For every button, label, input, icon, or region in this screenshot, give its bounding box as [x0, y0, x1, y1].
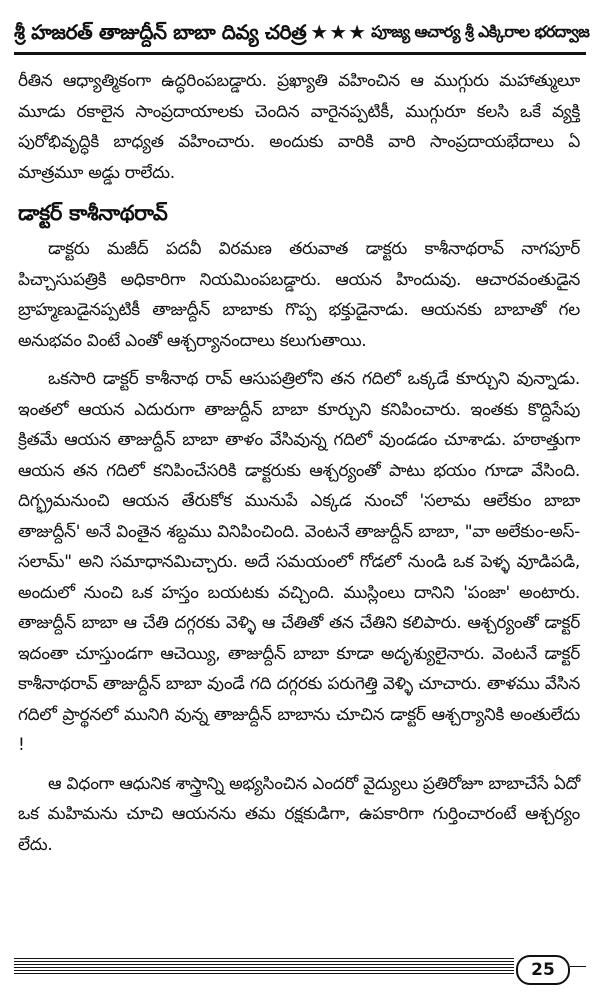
paragraph-2: ఒకసారి డాక్టర్ కాశీనాథ రావ్ ఆసుపత్రిలోని తన గదిలో ఒక్కడే కూర్చుని వున్నాడు. ఇంతలో ఆయన ఎదురుగా తాజుద్దీన్ బాబా కూర్చుని కనిపించారు. ఇంతకు కొద్దిసేపు క్రితమే ఆయన తాజుద్దీన్ బాబా తాళం వేసివున్న గదిలో వుండడం చూశాడు. హఠాత్తుగా ఆయన తన గదిలో కనిపించేసరికి డాక్టరుకు ఆశ్చర్యంతో పాటు భయం గూడా వేసింది. దిగ్భ్రమనుంచి ఆయన తేరుకోక మునుపే ఎక్కడ నుంచో 'సలామ ఆలేకుం బాబా తాజుద్దీన్' అనే వింతైన శబ్దము వినిపించింది. వెంటనే తాజుద్దీన్ బాబా, "వా అలేకుం-అస్-సలామ్" అని సమాధానమిచ్చారు. అదే సమయంలో గోడలో నుండి ఒక పెళ్ళ వూడిపడి, అందులో నుంచి ఒక హస్తం బయటకు వచ్చింది. ముస్లింలు దానిని 'పంజా' అంటారు. తాజుద్దీన్ బాబా ఆ చేతి దగ్గరకు వెళ్ళి ఆ చేతితో తన చేతిని కలిపారు. ఆశ్చర్యంతో డాక్టర్ ఇదంతా చూస్తుండగా ఆచెయ్యి, తాజుద్దీన్ బాబా కూడా అదృశ్యులైనారు. వెంటనే డాక్టర్ కాశీనాథరావ్ తాజుద్దీన్ బాబా వుండే గది దగ్గరకు పరుగెత్తి వెళ్ళి చూచారు. తాళము వేసిన గదిలో ప్రార్థనలో మునిగి వున్న తాజుద్దీన్ బాబాను చూచిన డాక్టర్ ఆశ్చర్యానికి అంతులేదు ! [18, 369, 580, 755]
star-ornament: ★★★ [310, 20, 368, 44]
running-header [14, 10, 590, 54]
page-number: 25 [516, 955, 570, 985]
page-body [18, 66, 580, 860]
footer-rules [14, 958, 514, 980]
book-title: శ్రీ హజరత్ తాజుద్దీన్ బాబా దివ్య చరిత్ర [14, 20, 307, 44]
paragraph-1: డాక్టరు మజీద్ పదవీ విరమణ తరువాత డాక్టరు కాశీనాథరావ్ నాగపూర్ పిచ్చాసుపత్రికి అధికారిగా నియమింపబడ్డారు. ఆయన హిందువు. ఆచారవంతుడైన బ్రాహ్మణుడైనప్పటికీ తాజుద్దీన్ బాబాకు గొప్ప భక్తుడైనాడు. ఆయనకు బాబాతో గల అనుభవం వింటే ఎంతో ఆశ్చర్యానందాలు కలుగుతాయి. [18, 239, 580, 351]
footer-rule-tail [570, 966, 586, 967]
paragraph-3: ఆ విధంగా ఆధునిక శాస్త్రాన్ని అభ్యసించిన ఎందరో వైద్యులు ప్రతిరోజూ బాబాచేసే ఏదో ఒక మహిమను చూచి ఆయనను తమ రక్షకుడిగా, ఉపకారిగా గుర్తించారంటే ఆశ్చర్యం లేదు. [18, 773, 580, 855]
section-heading: డాక్టర్ కాశీనాథరావ్ [18, 201, 168, 225]
author-name: పూజ్య ఆచార్య శ్రీ ఎక్కిరాల భరద్వాజ [371, 22, 590, 41]
header-rule [14, 52, 586, 55]
intro-paragraph: రీతిన ఆధ్యాత్మికంగా ఉద్ధరింపబడ్డారు. ప్రఖ్యాతి వహించిన ఆ ముగ్గురు మహాత్ములూ మూడు రకాలైన సాంప్రదాయాలకు చెందిన వారైనప్పటికీ, ముగ్గురూ కలసి ఒకే వ్యక్తి పురోభివృద్ధికి బాధ్యత వహించారు. అందుకు వారికి వారి సాంప్రదాయభేదాలు ఏ మాత్రమూ అడ్డు రాలేదు. [18, 71, 580, 183]
